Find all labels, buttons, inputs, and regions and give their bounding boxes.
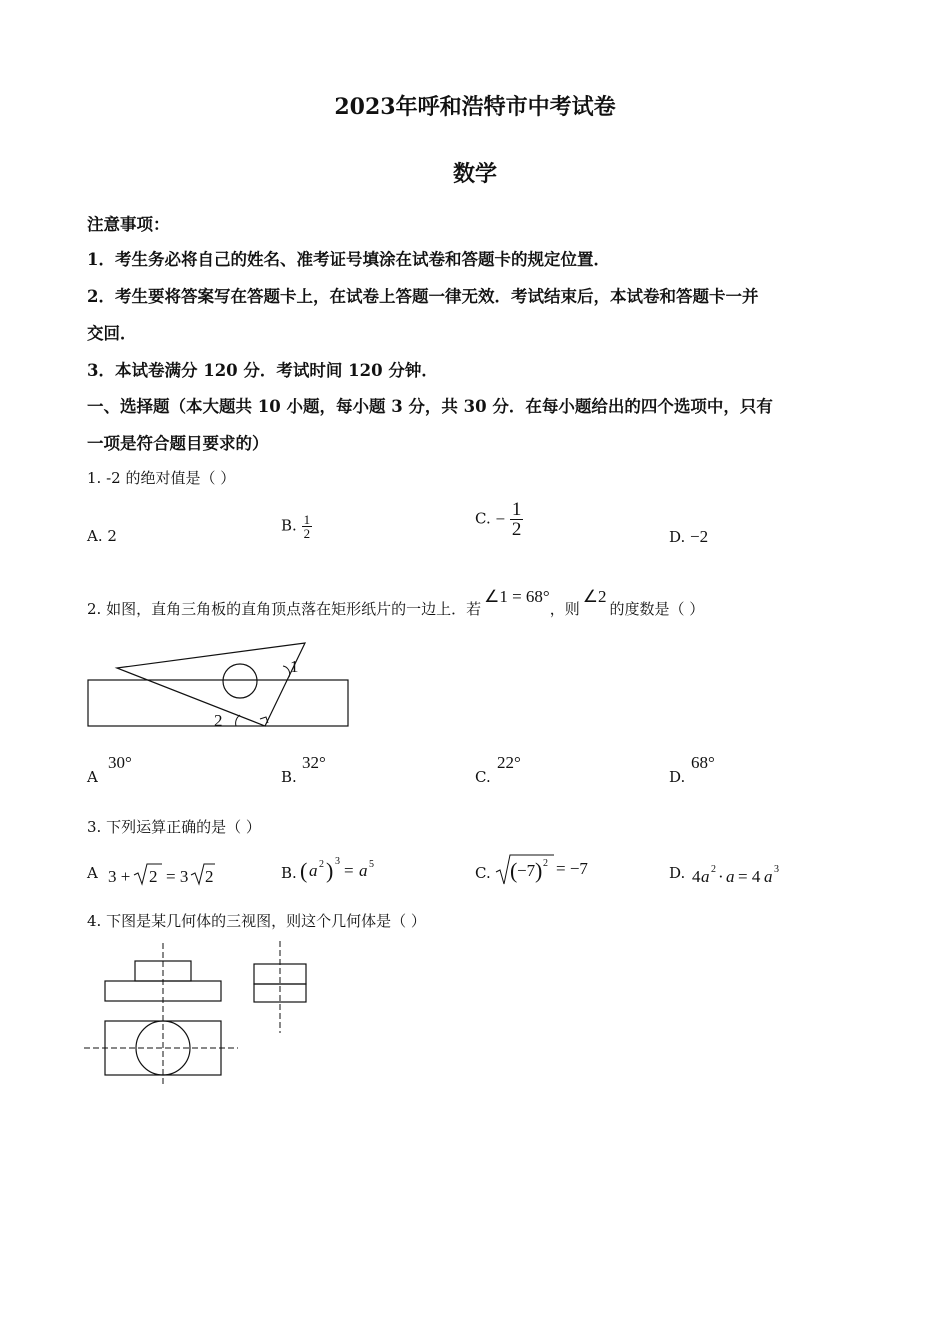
- q4-stem: 4. 下图是某几何体的三视图，则这个几何体是（ ）: [87, 912, 426, 930]
- section-heading-cont: 一项是符合题目要求的）: [87, 434, 269, 453]
- note-item-1: 1．考生务必将自己的姓名、准考证号填涂在试卷和答题卡的规定位置．: [87, 250, 610, 269]
- q1-option-b-fraction: [302, 513, 313, 540]
- q3-option-c-expression: [494, 852, 599, 888]
- q2-angle2-expr: ∠2: [582, 587, 607, 606]
- svg-text:(: (: [300, 858, 308, 883]
- q2-ruler-hole: [223, 664, 257, 698]
- q2-stem-part-a: 2. 如图，直角三角板的直角顶点落在矩形纸片的一边上．若: [87, 600, 482, 618]
- q3-option-b-label: B.: [281, 864, 297, 882]
- q4-three-views-figure: [80, 935, 320, 1085]
- q1-option-c: [475, 500, 523, 539]
- svg-text:): ): [326, 858, 334, 883]
- svg-text:a: a: [701, 867, 710, 886]
- q2-option-c-label: C.: [475, 768, 491, 786]
- svg-text:=: =: [344, 861, 354, 880]
- q2-option-b-label: B.: [281, 768, 297, 786]
- svg-text:a: a: [764, 867, 773, 886]
- svg-text:·: ·: [718, 867, 724, 886]
- svg-text:(: (: [510, 858, 518, 883]
- q2-angle1-expr: ∠1 = 68°: [484, 587, 550, 606]
- svg-text:): ): [535, 858, 543, 883]
- q2-angle2-arc: [236, 715, 240, 726]
- q1-c-numerator: 1: [511, 499, 522, 520]
- svg-text:2: 2: [319, 859, 324, 870]
- svg-text:a: a: [726, 867, 735, 886]
- q2-angle1-arc: [283, 666, 290, 677]
- section-heading: 一、选择题（本大题共 10 小题，每小题 3 分，共 30 分．在每小题给出的四个选项中，只有: [87, 397, 773, 416]
- q3-stem: 3. 下列运算正确的是（ ）: [87, 818, 261, 836]
- q1-stem: 1. -2 的绝对值是（ ）: [87, 469, 236, 487]
- q1-option-a: A. 2: [87, 527, 117, 545]
- q2-figure: [80, 635, 370, 740]
- q2-option-c-value: 22°: [497, 753, 521, 772]
- q3-option-c-label: C.: [475, 864, 491, 882]
- q1-b-denominator: 2: [303, 526, 311, 541]
- q1-option-d-label: D.: [669, 528, 686, 546]
- svg-text:5: 5: [369, 859, 374, 870]
- q3-option-d-label: D.: [669, 864, 686, 882]
- q2-option-d-label: D.: [669, 768, 686, 786]
- notes-heading: 注意事项：: [87, 215, 170, 234]
- svg-text:3 +: 3 +: [108, 867, 131, 886]
- svg-text:a: a: [309, 861, 318, 880]
- exam-title: 2023年呼和浩特市中考试卷: [334, 94, 616, 120]
- svg-text:a: a: [359, 861, 368, 880]
- q2-option-a-label: A: [87, 768, 98, 786]
- q1-option-c-fraction: [510, 500, 524, 539]
- q2-option-d-value: 68°: [691, 753, 715, 772]
- q2-stem-part-c: 的度数是（ ）: [609, 600, 705, 618]
- q1-option-c-label: C.: [475, 509, 491, 528]
- q3-option-b-expression: [299, 852, 384, 886]
- svg-text:2: 2: [711, 864, 716, 875]
- q3-option-d-expression: [690, 858, 790, 888]
- svg-text:= 4: = 4: [738, 867, 761, 886]
- q3-option-a-expression: [105, 858, 215, 888]
- q2-fig-label-1: 1: [290, 657, 299, 676]
- q1-c-sign: −: [495, 509, 506, 529]
- svg-text:= −7: = −7: [556, 859, 588, 878]
- note-item-2-cont: 交回．: [87, 324, 137, 343]
- svg-text:2: 2: [205, 867, 214, 886]
- svg-text:4: 4: [692, 867, 701, 886]
- q3-option-a-label: A: [87, 864, 98, 882]
- note-item-2: 2．考生要将答案写在答题卡上，在试卷上答题一律无效．考试结束后，本试卷和答题卡一并: [87, 287, 759, 306]
- q2-option-a-value: 30°: [108, 753, 132, 772]
- svg-text:−7: −7: [517, 861, 536, 880]
- q2-fig-label-2: 2: [214, 711, 223, 730]
- note-item-3: 3．本试卷满分 120 分．考试时间 120 分钟．: [87, 361, 438, 380]
- svg-text:= 3: = 3: [166, 867, 189, 886]
- q1-option-d-value: −2: [690, 527, 709, 546]
- q1-c-denominator: 2: [511, 519, 522, 540]
- q2-option-b-value: 32°: [302, 753, 326, 772]
- q1-b-numerator: 1: [303, 512, 311, 527]
- q1-option-b: [281, 513, 312, 540]
- svg-text:2: 2: [149, 867, 158, 886]
- q2-stem: [87, 587, 705, 619]
- q2-triangle-ruler: [117, 643, 305, 726]
- svg-text:2: 2: [543, 858, 548, 869]
- q1-option-d: [669, 527, 708, 547]
- q1-option-b-label: B.: [281, 516, 297, 535]
- svg-text:3: 3: [774, 864, 779, 875]
- svg-text:3: 3: [335, 856, 340, 867]
- q2-stem-part-b: ，则: [549, 600, 580, 618]
- subject-title: 数学: [452, 161, 497, 187]
